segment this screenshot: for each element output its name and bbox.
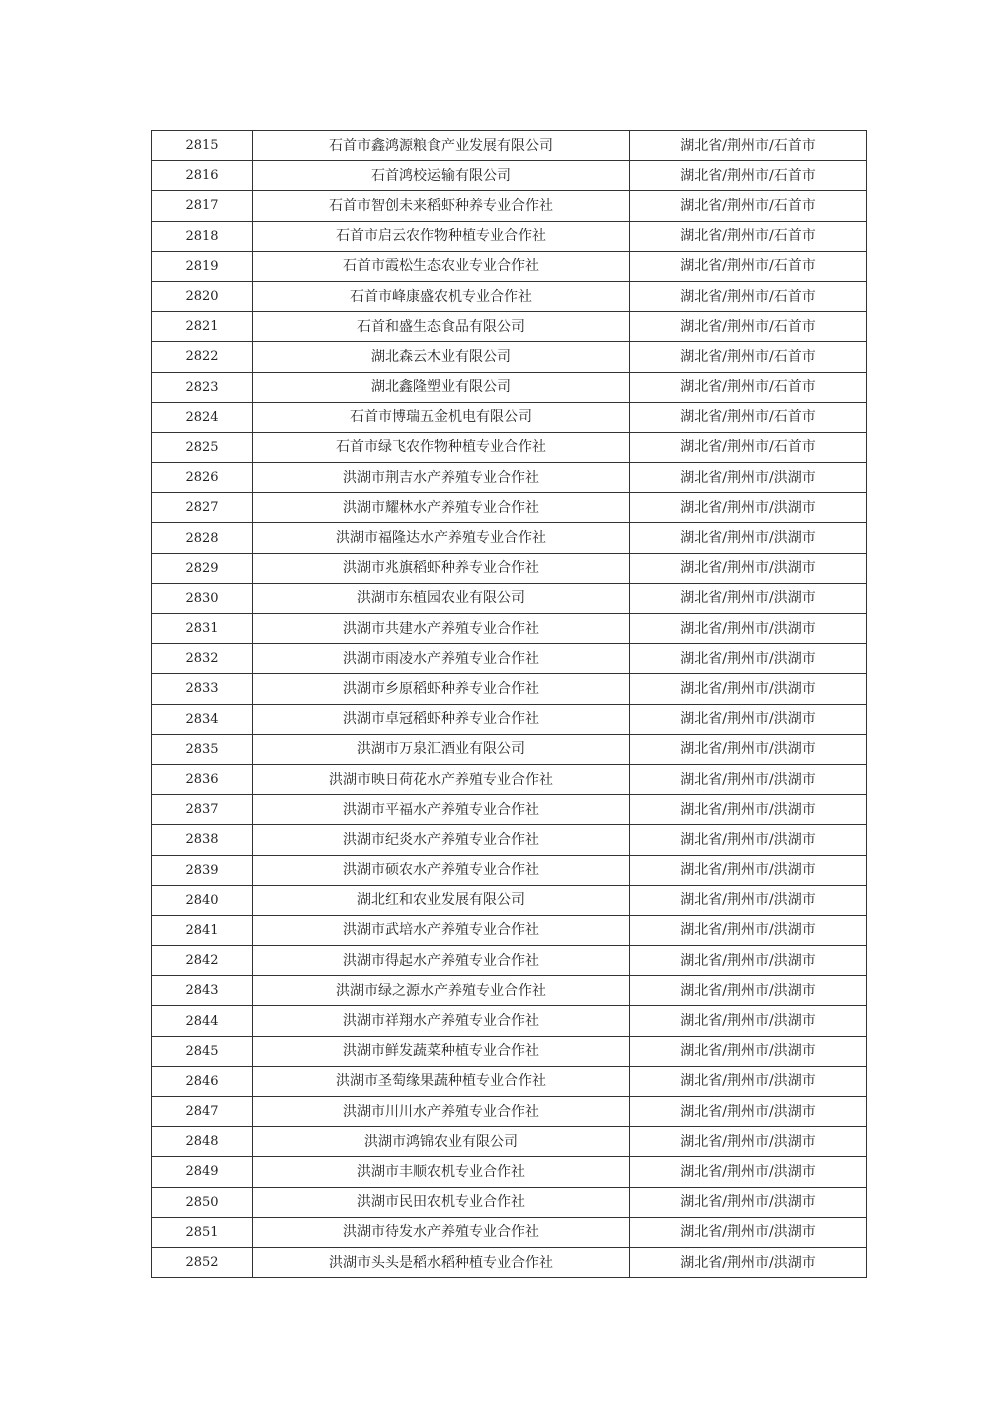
company-name-cell: 洪湖市丰顺农机专业合作社 xyxy=(253,1157,630,1187)
table-row xyxy=(152,251,867,281)
row-number-cell: 2821 xyxy=(152,312,253,342)
table-row xyxy=(152,1187,867,1217)
region-cell: 湖北省/荆州市/洪湖市 xyxy=(630,1157,867,1187)
row-number-cell: 2840 xyxy=(152,885,253,915)
region-cell: 湖北省/荆州市/洪湖市 xyxy=(630,463,867,493)
region-cell: 湖北省/荆州市/洪湖市 xyxy=(630,493,867,523)
table-row xyxy=(152,734,867,764)
table-row xyxy=(152,1217,867,1247)
table-row xyxy=(152,1036,867,1066)
table-row xyxy=(152,372,867,402)
region-cell: 湖北省/荆州市/洪湖市 xyxy=(630,946,867,976)
region-cell: 湖北省/荆州市/洪湖市 xyxy=(630,855,867,885)
table-row xyxy=(152,312,867,342)
table-row xyxy=(152,704,867,734)
table-row xyxy=(152,342,867,372)
company-name-cell: 洪湖市万泉汇酒业有限公司 xyxy=(253,734,630,764)
row-number-cell: 2828 xyxy=(152,523,253,553)
region-cell: 湖北省/荆州市/洪湖市 xyxy=(630,523,867,553)
table-row xyxy=(152,976,867,1006)
row-number-cell: 2844 xyxy=(152,1006,253,1036)
company-name-cell: 石首市霞松生态农业专业合作社 xyxy=(253,251,630,281)
table-row xyxy=(152,281,867,311)
table-row xyxy=(152,795,867,825)
company-name-cell: 石首市启云农作物种植专业合作社 xyxy=(253,221,630,251)
row-number-cell: 2827 xyxy=(152,493,253,523)
company-name-cell: 洪湖市硕农水产养殖专业合作社 xyxy=(253,855,630,885)
row-number-cell: 2848 xyxy=(152,1127,253,1157)
row-number-cell: 2847 xyxy=(152,1097,253,1127)
region-cell: 湖北省/荆州市/洪湖市 xyxy=(630,915,867,945)
company-name-cell: 洪湖市雨凌水产养殖专业合作社 xyxy=(253,644,630,674)
row-number-cell: 2820 xyxy=(152,281,253,311)
company-name-cell: 洪湖市东植园农业有限公司 xyxy=(253,583,630,613)
table-row xyxy=(152,1066,867,1096)
table-body xyxy=(152,131,867,1278)
row-number-cell: 2842 xyxy=(152,946,253,976)
company-name-cell: 洪湖市圣萄缘果蔬种植专业合作社 xyxy=(253,1066,630,1096)
region-cell: 湖北省/荆州市/石首市 xyxy=(630,342,867,372)
table-row xyxy=(152,1006,867,1036)
table-row xyxy=(152,764,867,794)
table-row xyxy=(152,825,867,855)
region-cell: 湖北省/荆州市/洪湖市 xyxy=(630,885,867,915)
table-row xyxy=(152,493,867,523)
row-number-cell: 2819 xyxy=(152,251,253,281)
company-name-cell: 洪湖市民田农机专业合作社 xyxy=(253,1187,630,1217)
region-cell: 湖北省/荆州市/洪湖市 xyxy=(630,553,867,583)
table-row xyxy=(152,1097,867,1127)
row-number-cell: 2825 xyxy=(152,432,253,462)
row-number-cell: 2849 xyxy=(152,1157,253,1187)
region-cell: 湖北省/荆州市/石首市 xyxy=(630,281,867,311)
company-name-cell: 洪湖市头头是稻水稻种植专业合作社 xyxy=(253,1247,630,1277)
row-number-cell: 2826 xyxy=(152,463,253,493)
company-name-cell: 洪湖市祥翔水产养殖专业合作社 xyxy=(253,1006,630,1036)
row-number-cell: 2829 xyxy=(152,553,253,583)
region-cell: 湖北省/荆州市/石首市 xyxy=(630,131,867,161)
region-cell: 湖北省/荆州市/石首市 xyxy=(630,161,867,191)
region-cell: 湖北省/荆州市/洪湖市 xyxy=(630,764,867,794)
table-row xyxy=(152,463,867,493)
table-row xyxy=(152,432,867,462)
region-cell: 湖北省/荆州市/洪湖市 xyxy=(630,1247,867,1277)
table-row xyxy=(152,553,867,583)
row-number-cell: 2815 xyxy=(152,131,253,161)
row-number-cell: 2832 xyxy=(152,644,253,674)
region-cell: 湖北省/荆州市/洪湖市 xyxy=(630,1187,867,1217)
region-cell: 湖北省/荆州市/洪湖市 xyxy=(630,704,867,734)
table-row xyxy=(152,915,867,945)
company-name-cell: 洪湖市耀林水产养殖专业合作社 xyxy=(253,493,630,523)
company-name-cell: 洪湖市兆旗稻虾种养专业合作社 xyxy=(253,553,630,583)
row-number-cell: 2843 xyxy=(152,976,253,1006)
company-name-cell: 洪湖市川川水产养殖专业合作社 xyxy=(253,1097,630,1127)
row-number-cell: 2841 xyxy=(152,915,253,945)
region-cell: 湖北省/荆州市/洪湖市 xyxy=(630,1127,867,1157)
row-number-cell: 2823 xyxy=(152,372,253,402)
table-row xyxy=(152,221,867,251)
region-cell: 湖北省/荆州市/洪湖市 xyxy=(630,1036,867,1066)
company-name-cell: 石首鸿校运输有限公司 xyxy=(253,161,630,191)
row-number-cell: 2846 xyxy=(152,1066,253,1096)
row-number-cell: 2836 xyxy=(152,764,253,794)
region-cell: 湖北省/荆州市/洪湖市 xyxy=(630,795,867,825)
region-cell: 湖北省/荆州市/洪湖市 xyxy=(630,1097,867,1127)
company-name-cell: 洪湖市待发水产养殖专业合作社 xyxy=(253,1217,630,1247)
company-name-cell: 湖北森云木业有限公司 xyxy=(253,342,630,372)
region-cell: 湖北省/荆州市/石首市 xyxy=(630,432,867,462)
table-row xyxy=(152,1247,867,1277)
company-name-cell: 石首市智创未来稻虾种养专业合作社 xyxy=(253,191,630,221)
region-cell: 湖北省/荆州市/洪湖市 xyxy=(630,583,867,613)
table-row xyxy=(152,402,867,432)
region-cell: 湖北省/荆州市/石首市 xyxy=(630,221,867,251)
company-name-cell: 石首市鑫鸿源粮食产业发展有限公司 xyxy=(253,131,630,161)
region-cell: 湖北省/荆州市/洪湖市 xyxy=(630,614,867,644)
row-number-cell: 2852 xyxy=(152,1247,253,1277)
data-table xyxy=(151,130,867,1278)
region-cell: 湖北省/荆州市/石首市 xyxy=(630,402,867,432)
row-number-cell: 2816 xyxy=(152,161,253,191)
row-number-cell: 2851 xyxy=(152,1217,253,1247)
table-row xyxy=(152,161,867,191)
region-cell: 湖北省/荆州市/洪湖市 xyxy=(630,1006,867,1036)
company-name-cell: 洪湖市鲜发蔬菜种植专业合作社 xyxy=(253,1036,630,1066)
table-row xyxy=(152,1127,867,1157)
row-number-cell: 2818 xyxy=(152,221,253,251)
row-number-cell: 2850 xyxy=(152,1187,253,1217)
row-number-cell: 2834 xyxy=(152,704,253,734)
region-cell: 湖北省/荆州市/洪湖市 xyxy=(630,674,867,704)
table-row xyxy=(152,1157,867,1187)
row-number-cell: 2837 xyxy=(152,795,253,825)
region-cell: 湖北省/荆州市/石首市 xyxy=(630,251,867,281)
region-cell: 湖北省/荆州市/石首市 xyxy=(630,312,867,342)
table-row xyxy=(152,644,867,674)
company-name-cell: 洪湖市福隆达水产养殖专业合作社 xyxy=(253,523,630,553)
table-row xyxy=(152,523,867,553)
table-row xyxy=(152,946,867,976)
row-number-cell: 2845 xyxy=(152,1036,253,1066)
row-number-cell: 2830 xyxy=(152,583,253,613)
company-name-cell: 石首市峰康盛农机专业合作社 xyxy=(253,281,630,311)
region-cell: 湖北省/荆州市/洪湖市 xyxy=(630,825,867,855)
table-row xyxy=(152,614,867,644)
company-name-cell: 湖北鑫隆塑业有限公司 xyxy=(253,372,630,402)
region-cell: 湖北省/荆州市/石首市 xyxy=(630,372,867,402)
region-cell: 湖北省/荆州市/洪湖市 xyxy=(630,1066,867,1096)
region-cell: 湖北省/荆州市/洪湖市 xyxy=(630,1217,867,1247)
table-row xyxy=(152,674,867,704)
company-name-cell: 洪湖市卓冠稻虾种养专业合作社 xyxy=(253,704,630,734)
region-cell: 湖北省/荆州市/洪湖市 xyxy=(630,976,867,1006)
row-number-cell: 2822 xyxy=(152,342,253,372)
table-row xyxy=(152,855,867,885)
company-name-cell: 洪湖市共建水产养殖专业合作社 xyxy=(253,614,630,644)
company-name-cell: 洪湖市纪炎水产养殖专业合作社 xyxy=(253,825,630,855)
row-number-cell: 2831 xyxy=(152,614,253,644)
company-name-cell: 洪湖市得起水产养殖专业合作社 xyxy=(253,946,630,976)
table-row xyxy=(152,583,867,613)
table-row xyxy=(152,131,867,161)
company-name-cell: 石首市博瑞五金机电有限公司 xyxy=(253,402,630,432)
region-cell: 湖北省/荆州市/洪湖市 xyxy=(630,734,867,764)
company-name-cell: 洪湖市荆吉水产养殖专业合作社 xyxy=(253,463,630,493)
table-row xyxy=(152,885,867,915)
row-number-cell: 2835 xyxy=(152,734,253,764)
row-number-cell: 2839 xyxy=(152,855,253,885)
company-name-cell: 洪湖市鸿锦农业有限公司 xyxy=(253,1127,630,1157)
company-name-cell: 洪湖市乡原稻虾种养专业合作社 xyxy=(253,674,630,704)
row-number-cell: 2824 xyxy=(152,402,253,432)
row-number-cell: 2817 xyxy=(152,191,253,221)
company-name-cell: 湖北红和农业发展有限公司 xyxy=(253,885,630,915)
company-name-cell: 洪湖市武培水产养殖专业合作社 xyxy=(253,915,630,945)
region-cell: 湖北省/荆州市/洪湖市 xyxy=(630,644,867,674)
region-cell: 湖北省/荆州市/石首市 xyxy=(630,191,867,221)
company-name-cell: 石首市绿飞农作物种植专业合作社 xyxy=(253,432,630,462)
company-name-cell: 洪湖市平福水产养殖专业合作社 xyxy=(253,795,630,825)
company-name-cell: 洪湖市映日荷花水产养殖专业合作社 xyxy=(253,764,630,794)
company-name-cell: 石首和盛生态食品有限公司 xyxy=(253,312,630,342)
company-name-cell: 洪湖市绿之源水产养殖专业合作社 xyxy=(253,976,630,1006)
row-number-cell: 2838 xyxy=(152,825,253,855)
table-row xyxy=(152,191,867,221)
row-number-cell: 2833 xyxy=(152,674,253,704)
